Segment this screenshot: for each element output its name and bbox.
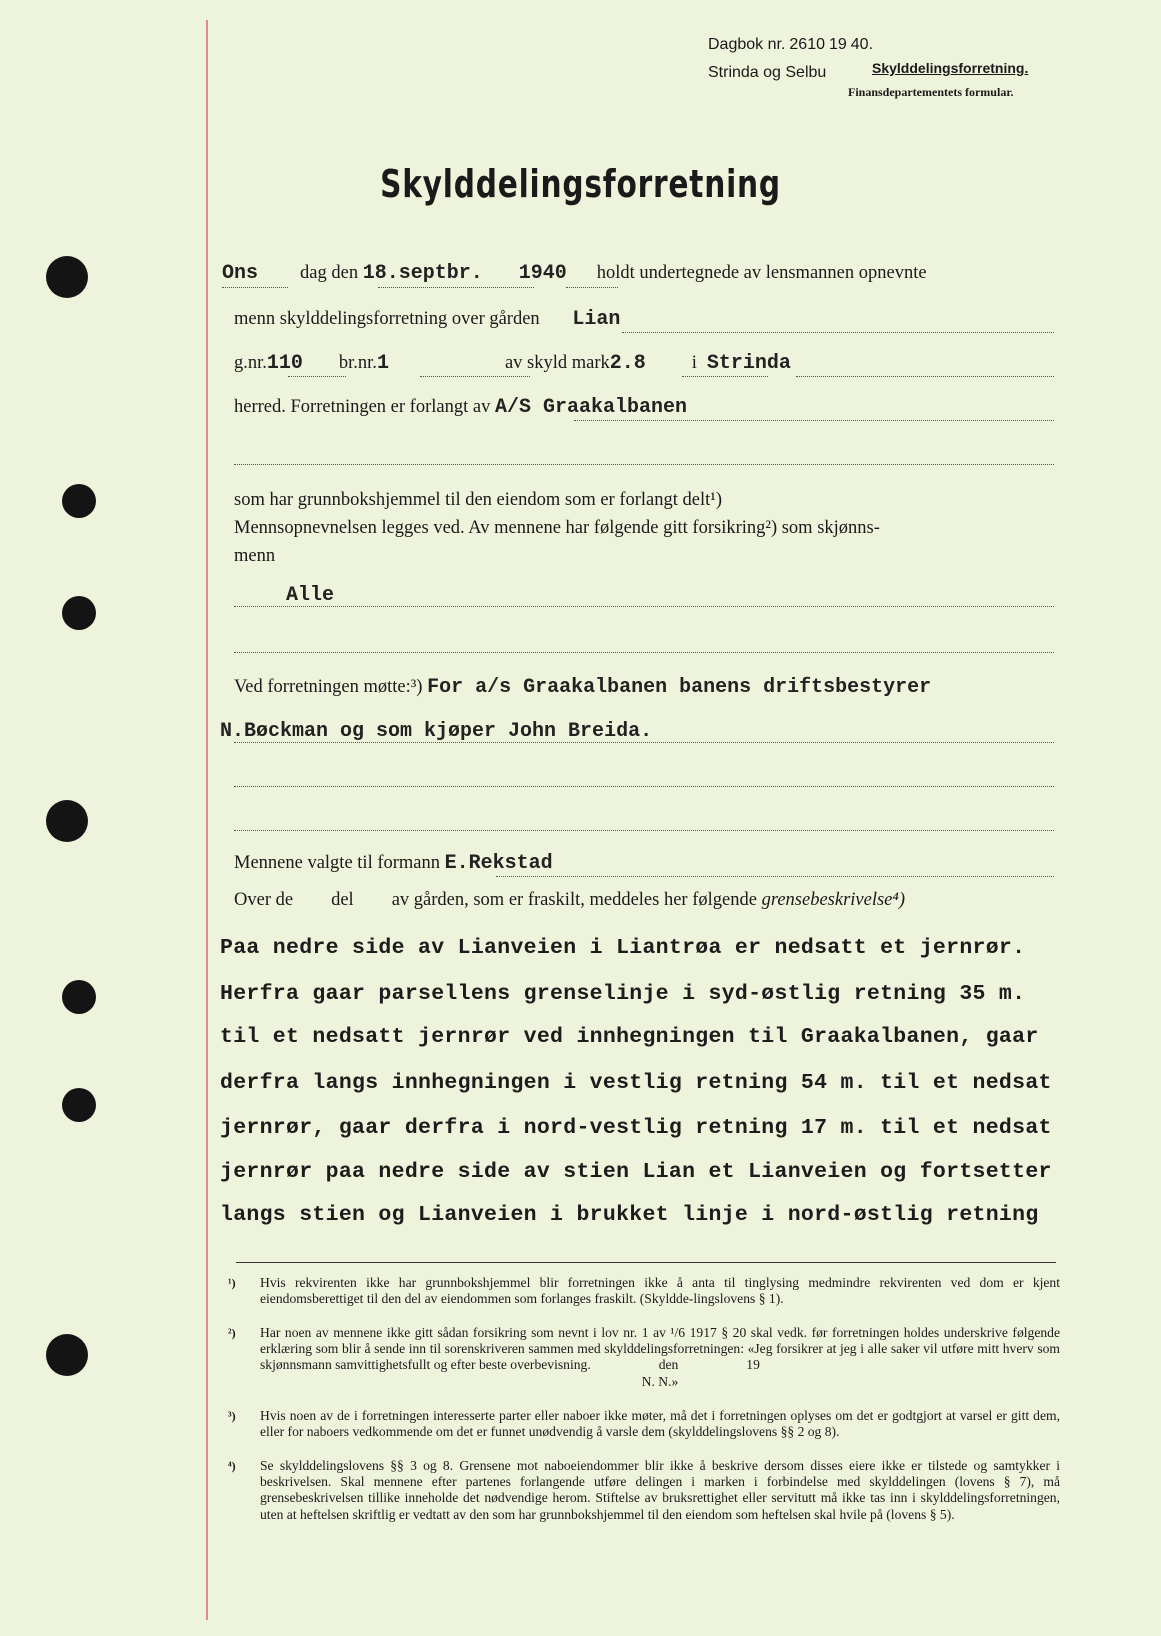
footnote-text: Se skylddelingslovens §§ 3 og 8. Grensene mot naboeiendommer blir ikke å beskrive dersom disses eiere ikke er tilstede og samtykker i beskrivelsen. Skal mennene efter partenes forlangende utføre delingen i marken i forbindelse med skylddelingen (lovens § 7), må grensebeskrivelsen tillike inneholde det nødvendige herom. Stiftelse av bruksrettighet eller servitutt må ikke tas inn i skylddelingsforretningen, uten at heftelsen skriftlig er vedtatt av den som har grunnbokshjemmel til den eiendom som heftelsen skal hvile på (lovens § 5). [260, 1458, 1060, 1522]
punch-hole [62, 484, 96, 518]
attendees-label: Ved forretningen møtte:³) [234, 677, 423, 697]
form-type: Skylddelingsforretning. [872, 60, 1029, 76]
footnote-1 [228, 1275, 1060, 1307]
footnote-3 [228, 1408, 1060, 1440]
dagbok-year-prefix: 19 [828, 36, 847, 53]
form-line-11 [234, 852, 553, 875]
herred-value: Strinda [706, 352, 791, 375]
margin-line [206, 20, 208, 1620]
footnote-text: Hvis noen av de i forretningen interesserte parter eller naboer ikke møter, må det i forretningen oplyses om det er godtgjort at varsel er gitt dem, eller for naboers vedkommende om det er funnet unødvendig å varsle dem (skylddelingslovens §§ 2 og 8). [260, 1408, 1060, 1440]
court-stamp [708, 64, 826, 82]
boundary-line: til et nedsatt jernrør ved innhegningen til Graakalbanen, gaar [220, 1025, 1039, 1049]
form-line-1 [222, 262, 927, 285]
footnote-signature: N. N.» [641, 1373, 679, 1389]
requester-value: A/S Graakalbanen [494, 396, 687, 419]
dagbok-label: Dagbok nr. [708, 36, 786, 53]
form-line-8 [286, 584, 334, 607]
dagbok-stamp [708, 36, 873, 54]
boundary-line: Paa nedre side av Lianveien i Liantrøa er nedsatt et jernrør. [220, 936, 1026, 960]
punch-hole [62, 980, 96, 1014]
form-line-5: som har grunnbokshjemmel til den eiendom som er forlangt delt¹) [234, 490, 722, 510]
form-line-10 [220, 720, 652, 743]
punch-hole [46, 256, 88, 298]
form-line-3 [234, 352, 791, 375]
boundary-line: derfra langs innhegningen i vestlig retning 54 m. til et nedsat [220, 1071, 1052, 1095]
chairman-label: Mennene valgte til formann [234, 853, 441, 873]
line2-text: menn skylddelingsforretning over gården [234, 309, 540, 329]
form-line-6: Mennsopnevnelsen legges ved. Av mennene har følgende gitt forsikring²) som skjønns- [234, 518, 880, 538]
gnr-value: 110 [266, 352, 303, 375]
form-line-9 [234, 676, 931, 699]
footnote-2 [228, 1325, 1064, 1390]
skjonnsmenn-value: Alle [286, 584, 335, 607]
skyld-value: 2.8 [609, 352, 646, 375]
form-line-2 [234, 308, 620, 331]
form-line-4 [234, 396, 687, 419]
del-label: del [331, 890, 354, 910]
attendees-value: For a/s Graakalbanen banens driftsbestyrer [427, 676, 932, 699]
footnote-number: ¹) [228, 1276, 236, 1290]
line1-rest: holdt undertegnede av lensmannen opnevnte [596, 263, 927, 283]
punch-hole [62, 596, 96, 630]
date-value: 18.septbr. [362, 262, 483, 285]
gnr-label: g.nr. [234, 353, 267, 373]
year-value: 1940 [518, 262, 567, 285]
form-source: Finansdepartementets formular. [848, 85, 1014, 99]
footnote-4 [228, 1458, 1060, 1523]
boundary-line: Herfra gaar parsellens grenselinje i syd-østlig retning 35 m. [220, 982, 1026, 1006]
grensebeskrivelse-label: grensebeskrivelse⁴) [761, 890, 905, 910]
boundary-line: langs stien og Lianveien i brukket linje i nord-østlig retning [220, 1203, 1039, 1227]
punch-hole [46, 1334, 88, 1376]
over-de-label: Over de [234, 890, 294, 910]
court-name: Strinda og Selbu [708, 64, 827, 81]
page-title: Skylddelingsforretning [380, 162, 781, 206]
punch-hole [46, 800, 88, 842]
footnote-number: ⁴) [228, 1459, 236, 1473]
footnote-number: ³) [228, 1409, 236, 1423]
line4-text: herred. Forretningen er forlangt av [234, 397, 491, 417]
attendees-value-2: N.Bøckman og som kjøper John Breida. [220, 720, 653, 743]
form-line-7: menn [234, 546, 276, 566]
brnr-label: br.nr. [338, 353, 377, 373]
dagbok-year-suffix: 40. [850, 36, 874, 53]
boundary-line: jernrør paa nedre side av stien Lian et Lianveien og fortsetter [220, 1160, 1052, 1184]
punch-hole [62, 1088, 96, 1122]
i-label: i [691, 353, 697, 373]
footnote-number: ²) [228, 1326, 236, 1340]
skyld-label: av skyld mark [504, 353, 610, 373]
line12-text: av gården, som er fraskilt, meddeles her følgende [391, 890, 757, 910]
boundary-line: jernrør, gaar derfra i nord-vestlig retning 17 m. til et nedsat [220, 1116, 1052, 1140]
dag-den-label: dag den [300, 263, 359, 283]
footnote-text: Har noen av mennene ikke gitt sådan forsikring som nevnt i lov nr. 1 av ¹/6 1917 § 20 skal vedk. før forretningen holdes underskrive følgende erklæring som blir å sende inn til sorenskriveren sammen med skylddelingsforretningen: «Jeg forsikrer at jeg i alle saker vil utføre mitt hverv som skjønnsmann samvittighetsfullt og efter beste overbevisning. den 19 [260, 1325, 1064, 1373]
form-line-12 [234, 890, 905, 911]
brnr-value: 1 [376, 352, 389, 375]
dagbok-number: 2610 [789, 36, 825, 53]
footnote-text: Hvis rekvirenten ikke har grunnbokshjemmel blir forretningen ikke å anta til tinglysing medmindre rekvirenten ved dom er kjent eiendomsberettiget til den del av eiendommen som forlanges fraskilt. (Skyldde-lingslovens § 1). [260, 1275, 1060, 1307]
farm-value: Lian [572, 308, 621, 331]
weekday-value: Ons [222, 262, 259, 285]
footnote-divider [236, 1262, 1056, 1263]
chairman-value: E.Rekstad [444, 852, 553, 875]
